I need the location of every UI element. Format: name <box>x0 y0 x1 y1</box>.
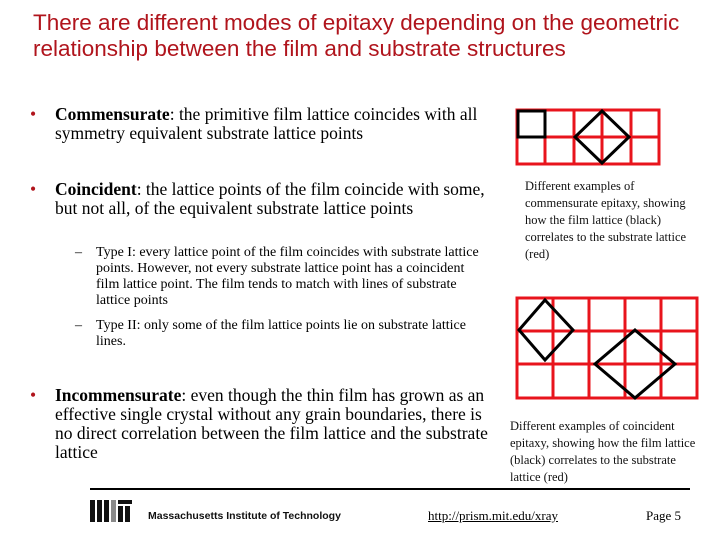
text-type1: Type I: every lattice point of the film coincides with substrate lattice points. However, not every substrate lattice point has a coincident film lattice point. The film tends to match with lines of substrate lattice points <box>96 245 479 308</box>
bullet-coincident <box>30 180 500 218</box>
footer-url-link[interactable]: http://prism.mit.edu/xray <box>428 508 558 523</box>
text-type2: Type II: only some of the film lattice points lie on substrate lattice lines. <box>96 318 466 349</box>
term-coincident: Coincident <box>55 179 137 199</box>
bullet-dot: • <box>30 385 37 405</box>
sub-bullet-type2 <box>75 318 485 350</box>
bullet-commensurate <box>30 105 500 143</box>
footer-divider <box>90 488 690 490</box>
term-commensurate: Commensurate <box>55 104 170 124</box>
bullet-dot: • <box>30 104 37 124</box>
text-incommensurate: : even though the thin film has grown as an effective single crystal without any grain boundaries, there is no direct correlation between the film lattice and the substrate lattice <box>55 385 488 462</box>
coincident-figure <box>515 296 699 400</box>
coincident-caption: Different examples of coincident epitaxy, showing how the film lattice (black) correlates to the substrate lattice (red) <box>510 419 696 484</box>
sub-dash: – <box>75 245 82 260</box>
bullet-incommensurate <box>30 386 500 462</box>
commensurate-caption: Different examples of commensurate epitaxy, showing how the film lattice (black) correlates to the substrate lattice (red) <box>525 179 687 261</box>
slide-title: There are different modes of epitaxy depending on the geometric relationship between the film and substrate structures <box>33 10 680 61</box>
sub-bullet-type1 <box>75 245 485 309</box>
commensurate-figure <box>515 108 663 168</box>
bullet-dot: • <box>30 179 37 199</box>
term-incommensurate: Incommensurate <box>55 385 182 405</box>
sub-dash: – <box>75 318 82 333</box>
institution-name: Massachusetts Institute of Technology <box>148 510 341 522</box>
page-number: Page 5 <box>646 508 682 523</box>
text-commensurate: : the primitive film lattice coincides with all symmetry equivalent substrate lattice points <box>55 104 478 143</box>
text-coincident: : the lattice points of the film coincide with some, but not all, of the equivalent substrate lattice points <box>55 179 485 218</box>
film-lattice-square <box>518 111 545 137</box>
mit-logo <box>90 500 134 522</box>
substrate-lattice <box>517 298 697 398</box>
